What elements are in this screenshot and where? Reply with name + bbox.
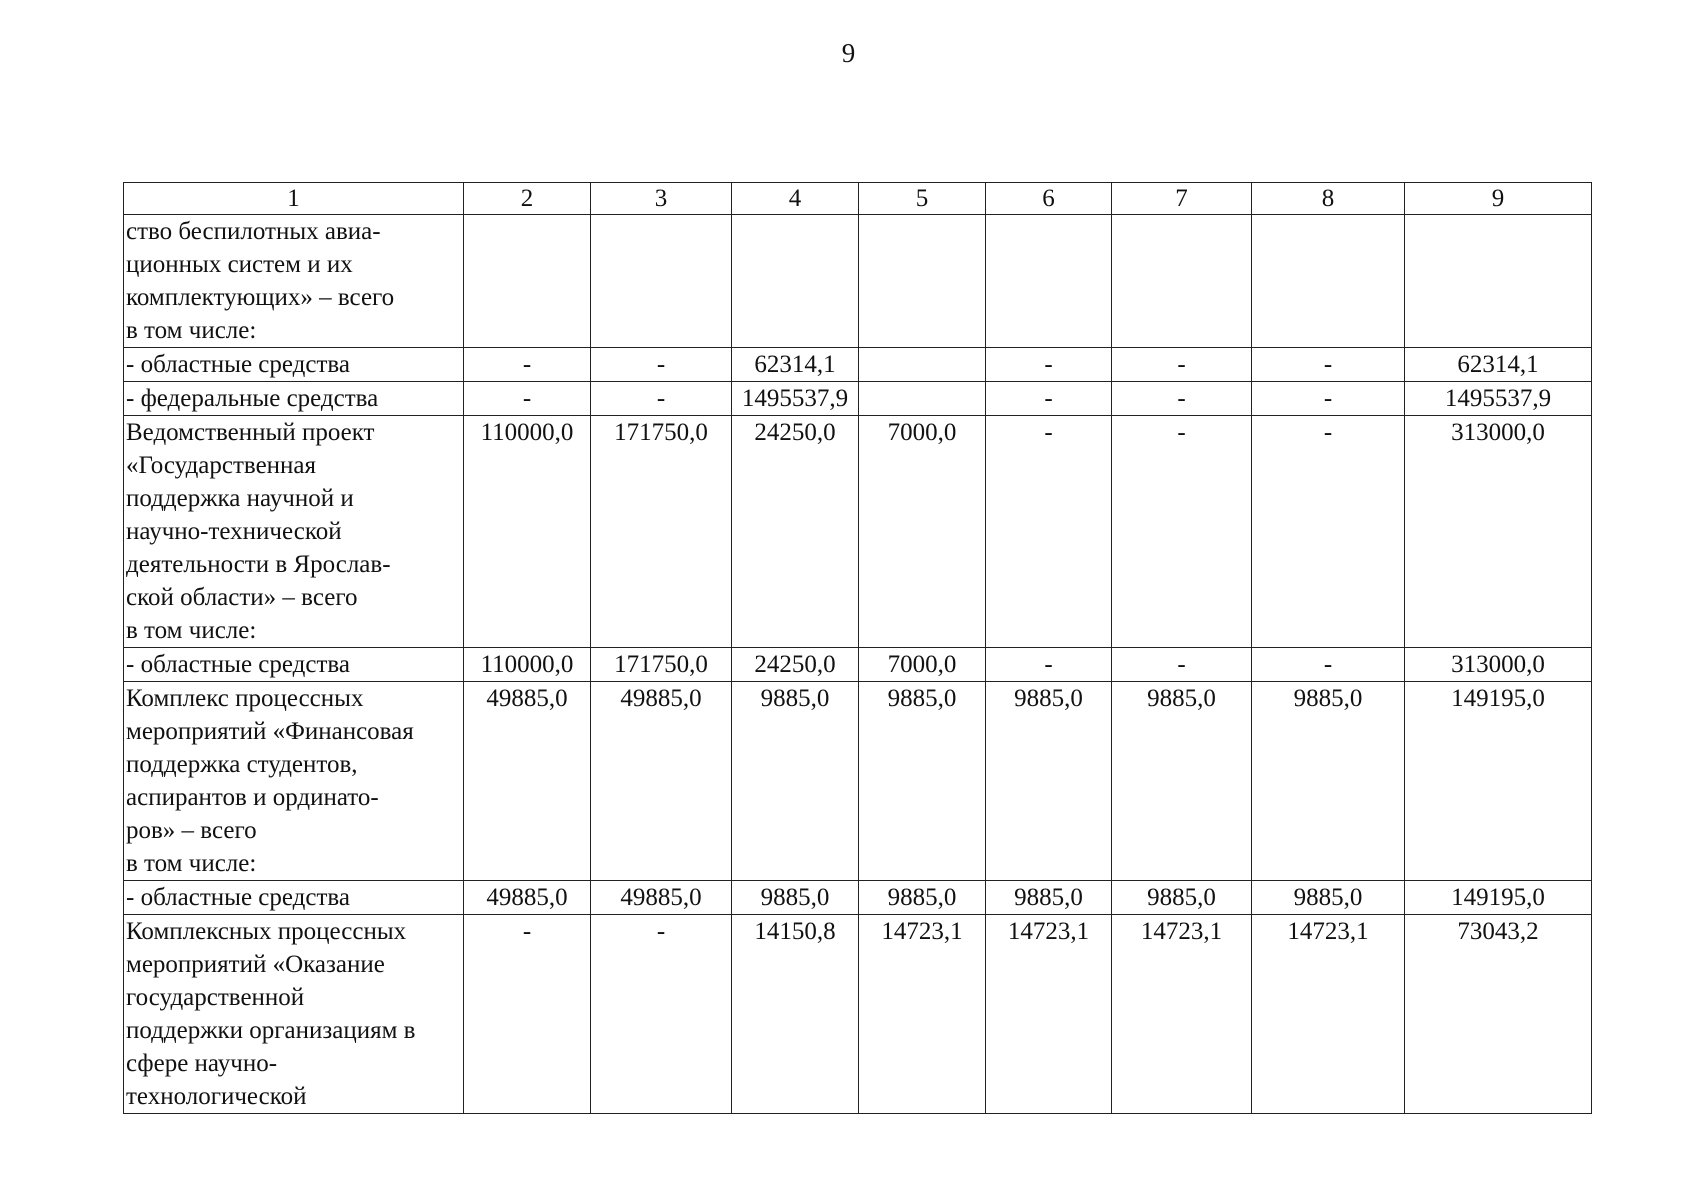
table-cell: - [986, 416, 1112, 648]
row-label: - федеральные средства [124, 382, 464, 416]
table-cell: 110000,0 [464, 416, 591, 648]
budget-table [123, 182, 1592, 1114]
table-cell: 62314,1 [732, 348, 859, 382]
table-cell: 9885,0 [859, 682, 986, 881]
row-label: - областные средства [124, 348, 464, 382]
table-cell [1405, 215, 1592, 348]
column-header: 8 [1252, 183, 1405, 215]
table-cell: 14723,1 [1112, 915, 1252, 1114]
table-cell: 49885,0 [464, 881, 591, 915]
table-cell: 149195,0 [1405, 682, 1592, 881]
table-cell [1252, 215, 1405, 348]
table-cell: 9885,0 [986, 682, 1112, 881]
table-cell: - [591, 915, 732, 1114]
table-cell: - [1112, 648, 1252, 682]
table-cell: - [591, 348, 732, 382]
table-cell [464, 215, 591, 348]
table-cell: 62314,1 [1405, 348, 1592, 382]
table-cell: 9885,0 [986, 881, 1112, 915]
column-header: 5 [859, 183, 986, 215]
row-label: Ведомственный проект «Государственная поддержка научной и научно-технической деятельности в Ярослав- ской области» – всего в том числе: [124, 416, 464, 648]
table-cell: 7000,0 [859, 648, 986, 682]
table-row [124, 382, 1592, 416]
table-cell: - [1252, 648, 1405, 682]
table-cell: 9885,0 [1112, 682, 1252, 881]
table-cell: - [1252, 382, 1405, 416]
table-cell: 9885,0 [1252, 682, 1405, 881]
column-header: 9 [1405, 183, 1592, 215]
table-cell: - [1112, 348, 1252, 382]
table-cell: 313000,0 [1405, 648, 1592, 682]
table-cell [732, 215, 859, 348]
table-cell: - [986, 348, 1112, 382]
table-row [124, 881, 1592, 915]
table-cell [859, 382, 986, 416]
table-cell: 9885,0 [732, 682, 859, 881]
table-cell: 9885,0 [1112, 881, 1252, 915]
table-cell: 110000,0 [464, 648, 591, 682]
table-cell: 14723,1 [859, 915, 986, 1114]
row-label: - областные средства [124, 648, 464, 682]
table-cell: 73043,2 [1405, 915, 1592, 1114]
column-header: 3 [591, 183, 732, 215]
table-cell: 49885,0 [591, 682, 732, 881]
table-cell: - [1112, 416, 1252, 648]
table-cell: - [591, 382, 732, 416]
table-cell [591, 215, 732, 348]
table-cell [1112, 215, 1252, 348]
table-cell: - [464, 382, 591, 416]
table-cell: 7000,0 [859, 416, 986, 648]
table-cell: 9885,0 [732, 881, 859, 915]
row-label: - областные средства [124, 881, 464, 915]
table-cell: - [464, 348, 591, 382]
table-cell: - [1112, 382, 1252, 416]
table-cell [986, 215, 1112, 348]
row-label: ство беспилотных авиа- ционных систем и их комплектующих» – всего в том числе: [124, 215, 464, 348]
table-cell: 24250,0 [732, 416, 859, 648]
table-cell: 149195,0 [1405, 881, 1592, 915]
table-row [124, 215, 1592, 348]
row-label: Комплексных процессных мероприятий «Оказание государственной поддержки организациям в сфере научно- технологической [124, 915, 464, 1114]
table-cell: 1495537,9 [1405, 382, 1592, 416]
table-body [124, 183, 1592, 1114]
table-cell: 14723,1 [1252, 915, 1405, 1114]
table-cell: 171750,0 [591, 416, 732, 648]
table-cell: 313000,0 [1405, 416, 1592, 648]
column-header: 7 [1112, 183, 1252, 215]
table-cell: - [986, 648, 1112, 682]
table-cell: 14150,8 [732, 915, 859, 1114]
table-cell: 1495537,9 [732, 382, 859, 416]
table-row [124, 915, 1592, 1114]
table-row [124, 348, 1592, 382]
row-label: Комплекс процессных мероприятий «Финансовая поддержка студентов, аспирантов и ординато- ров» – всего в том числе: [124, 682, 464, 881]
table-cell [859, 215, 986, 348]
table-row [124, 682, 1592, 881]
column-header: 2 [464, 183, 591, 215]
table-row [124, 416, 1592, 648]
table-cell: 49885,0 [591, 881, 732, 915]
table-cell: 171750,0 [591, 648, 732, 682]
table-cell: - [1252, 348, 1405, 382]
table-cell: - [986, 382, 1112, 416]
table-cell: - [1252, 416, 1405, 648]
table-cell: 14723,1 [986, 915, 1112, 1114]
table-cell: 9885,0 [1252, 881, 1405, 915]
table-cell: 49885,0 [464, 682, 591, 881]
column-header: 1 [124, 183, 464, 215]
table-row [124, 648, 1592, 682]
column-header: 6 [986, 183, 1112, 215]
column-header: 4 [732, 183, 859, 215]
header-row [124, 183, 1592, 215]
table-cell: 9885,0 [859, 881, 986, 915]
table-cell: 24250,0 [732, 648, 859, 682]
page-number: 9 [841, 38, 856, 68]
table-cell: - [464, 915, 591, 1114]
table-cell [859, 348, 986, 382]
